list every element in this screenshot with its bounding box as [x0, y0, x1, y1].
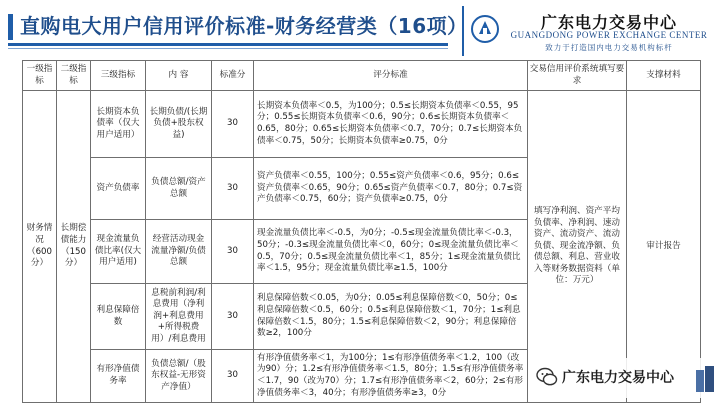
watermark-text: 广东电力交易中心 — [562, 370, 674, 386]
brand-block — [462, 6, 714, 56]
score-cell: 30 — [212, 91, 254, 158]
slide-header — [0, 0, 720, 60]
brand-name-cn: 广东电力交易中心 — [540, 13, 677, 32]
title-underline — [8, 43, 448, 46]
header-level1: 一级指标 — [23, 61, 57, 91]
watermark — [530, 358, 720, 398]
indicator-cell: 长期资本负债率（仅大用户适用） — [91, 91, 146, 158]
brand-name-en: GUANGDONG POWER EXCHANGE CENTER — [510, 30, 708, 40]
indicator-cell: 现金流量负债比率(仅大用户适用) — [91, 220, 146, 284]
brand-logo-icon — [470, 14, 500, 44]
criteria-cell: 现金流量负债比率＜-0.5，为0分；-0.5≤现金流量负债比率＜-0.3，50分；-0.3≤现金流量负债比率＜0，60分；0≤现金流量负债比率＜0.5，70分；0.5≤现金流量负债比率＜1，85分；1≤现金流量负债比率＜1.5，95分；现金流量负债比率≥1.5，100分 — [254, 220, 528, 284]
header-level2: 二级指标 — [57, 61, 91, 91]
content-cell: 息税前利润/利息费用（净利润+利息费用+所得税费用）/利息费用 — [146, 284, 212, 350]
header-level3: 三级指标 — [91, 61, 146, 91]
content-cell: 长期负债/(长期负债+股东权益) — [146, 91, 212, 158]
criteria-cell: 资产负债率＜0.55，100分；0.55≤资产负债率＜0.6，95分；0.6≤资产负债率＜0.65，90分；0.65≤资产负债率＜0.7，80分；0.7≤资产负债率＜0.75，60分；资产负债率≥0.75，0分 — [254, 158, 528, 220]
level2-cell: 长期偿债能力（150分） — [57, 91, 91, 403]
wechat-icon — [536, 366, 558, 388]
header-content: 内 容 — [146, 61, 212, 91]
page-title: 直购电大用户信用评价标准-财务经营类（16项） — [20, 14, 468, 38]
level1-cell: 财务情况（600分） — [23, 91, 57, 403]
header-material: 支撑材料 — [627, 61, 701, 91]
evaluation-table — [22, 60, 701, 403]
criteria-cell: 长期资本负债率＜0.5，为100分；0.5≤长期资本负债率＜0.55，95分；0.55≤长期资本负债率＜0.6，90分；0.6≤长期资本负债率＜0.65，80分；0.65≤长期资本负债率＜0.7，70分；0.7≤长期资本负债率＜0.75，50分；长期资本负债率≥0.75，0分 — [254, 91, 528, 158]
score-cell: 30 — [212, 158, 254, 220]
criteria-cell: 有形净值债务率＜1，为100分；1≤有形净值债务率＜1.2，100（改为90）分；1.2≤有形净值债务率＜1.5，80分；1.5≤有形净值债务率＜1.7，90（改为70）分；1.7≤有形净值债务率＜2，60分；2≤有形净值债务率＜3，40分；有形净值债务率≥3，0分 — [254, 350, 528, 403]
material-cell: 审计报告 — [627, 91, 701, 403]
indicator-cell: 资产负债率 — [91, 158, 146, 220]
title-accent-bar — [8, 14, 13, 40]
score-cell: 30 — [212, 220, 254, 284]
header-score: 标准分 — [212, 61, 254, 91]
evaluation-table-container — [22, 60, 700, 402]
brand-slogan: 致力于打造国内电力交易机构标杆 — [545, 43, 673, 52]
title-underline-thin — [8, 48, 448, 49]
indicator-cell: 有形净值债务率 — [91, 350, 146, 403]
table-header-row — [23, 61, 701, 91]
table-row — [23, 91, 701, 158]
content-cell: 负债总额/资产总额 — [146, 158, 212, 220]
criteria-cell: 利息保障倍数＜0.05，为0分；0.05≤利息保障倍数＜0，50分；0≤利息保障倍数＜0.5，60分；0.5≤利息保障倍数＜1，70分；1≤利息保障倍数＜1.5，80分；1.5≤利息保障倍数＜2，90分；利息保障倍数≥2，100分 — [254, 284, 528, 350]
score-cell: 30 — [212, 284, 254, 350]
score-cell: 30 — [212, 350, 254, 403]
header-criteria: 评分标准 — [254, 61, 528, 91]
content-cell: 负债总额/（股东权益-无形资产净值） — [146, 350, 212, 403]
content-cell: 经营活动现金流量净额/负债总额 — [146, 220, 212, 284]
header-requirement: 交易信用评价系统填写要求 — [528, 61, 627, 91]
requirement-cell: 填写净利润、资产平均负债率、净利润、速动资产、流动资产、流动负债、现金流净额、负债总额、利息、营业收入等财务数据资料（单位：万元） — [528, 91, 627, 403]
indicator-cell: 利息保障倍数 — [91, 284, 146, 350]
building-icon — [694, 364, 716, 392]
